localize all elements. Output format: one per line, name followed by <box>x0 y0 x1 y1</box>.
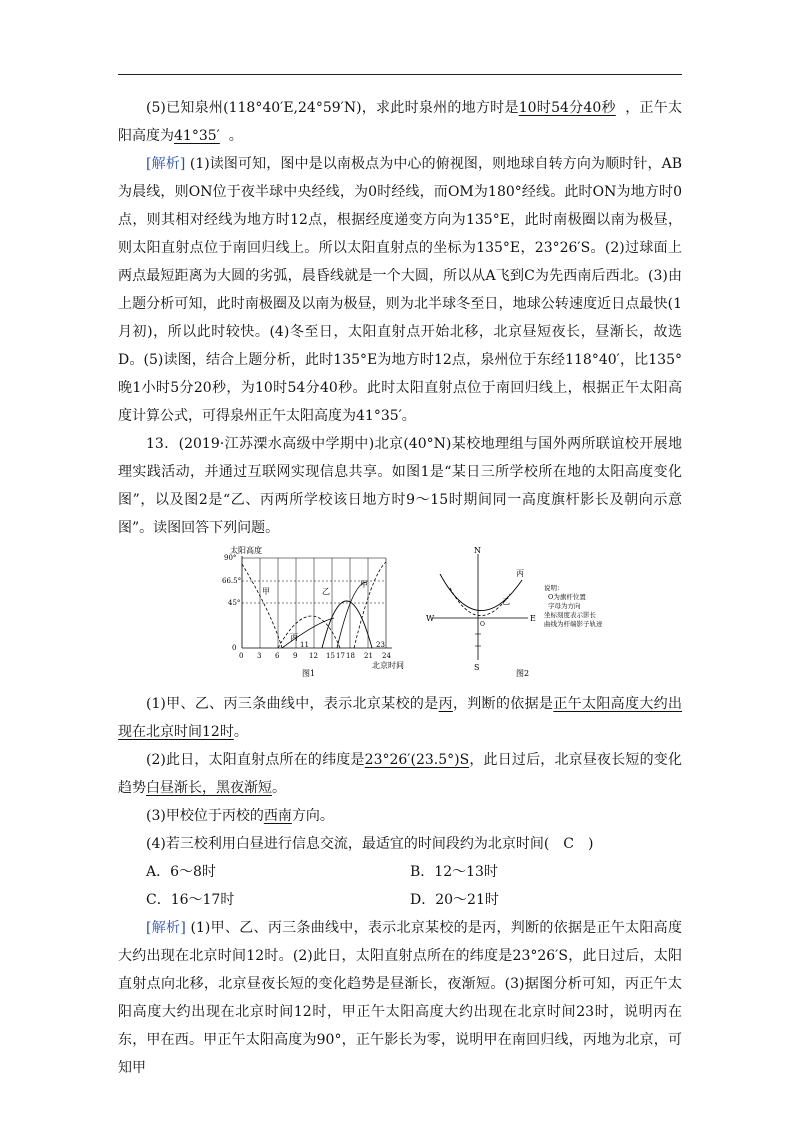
fig2-west: W <box>426 614 435 623</box>
fig1-label-11: 11 <box>300 641 309 649</box>
fig1-xtick-24: 24 <box>382 652 391 660</box>
fig1-xtick-15: 15 <box>326 652 335 660</box>
fig1-xtick-9: 9 <box>293 652 298 660</box>
q5-mid-text: ，正午太阳高度为 <box>118 100 682 144</box>
q5-text: (5)已知泉州(118°40′E,24°59′N)，求此时泉州的地方时是 <box>146 100 519 116</box>
q13-2-end: 。 <box>272 780 286 796</box>
q13-2-mid: ，此日过后，北京昼夜长短的变化趋势 <box>118 752 682 796</box>
question-13-3 <box>118 802 682 830</box>
figure-1 <box>222 544 442 684</box>
fig1-xtick-6: 6 <box>275 652 280 660</box>
analysis-1 <box>118 150 682 430</box>
fig1-ylabel: 太阳高度 <box>230 546 262 555</box>
fig2-legend-0: 说明： <box>544 584 564 592</box>
fig2-legend-2: 字母为方向 <box>548 602 581 610</box>
q13-1-mid: ，判断的依据是 <box>452 696 554 712</box>
fig2-label-bing: 丙 <box>516 569 524 578</box>
header-rule <box>118 74 682 75</box>
fig2-north: N <box>474 546 481 555</box>
fig2-curve-yi <box>450 588 510 616</box>
question-13-2 <box>118 746 682 802</box>
q13-2-text: (2)此日，太阳直射点所在的纬度是 <box>146 752 365 768</box>
q5-answer-altitude: 41°35′ <box>174 128 220 144</box>
q5-end: 。 <box>228 128 243 144</box>
q13-2-answer-1: 23°26′(23.5°)S <box>364 752 470 768</box>
analysis-2-text: (1)甲、乙、丙三条曲线中，表示北京某校的是丙，判断的依据是正午太阳高度大约出现在北京时间12时。(2)此日，太阳直射点所在的纬度是23°26′S，此日过后，太阳直射点向北移，北京昼夜长短的变化趋势是昼渐长，夜渐短。(3)据图分析可知，丙正午太阳高度大约出现在北京时间12时，甲正午太阳高度大约出现在北京时间23时，说明丙在东，甲在西。甲正午太阳高度为90°，正午影长为零，说明甲在南回归线，丙地为北京，可知甲 <box>118 920 682 1076</box>
curve-jia-left <box>242 564 282 648</box>
fig2-south: S <box>474 663 480 672</box>
fig1-label-23: 23 <box>376 641 385 649</box>
fig1-xtick-18: 18 <box>346 652 355 660</box>
q5-answer-time: 10时54分40秒 <box>518 100 616 116</box>
q13-2-answer-2: 白昼渐长，黑夜渐短 <box>146 780 272 796</box>
option-b: B．12～13时 <box>410 864 498 880</box>
fig1-ytick-90: 90° <box>224 554 237 562</box>
figure-2 <box>426 544 636 684</box>
fig1-label-jia2: 甲 <box>360 580 368 589</box>
question-13-4: (4)若三校利用白昼进行信息交流，最适宜的时间段约为北京时间( C ) <box>146 836 594 852</box>
fig2-caption: 图2 <box>516 669 530 678</box>
page-content <box>118 94 682 1082</box>
question-13: 13．(2019·江苏溧水高级中学期中)北京(40°N)某校地理组与国外两所联谊校开展地理实践活动，并通过互联网实现信息共享。如图1是“某日三所学校所在地的太阳高度变化图”，以及图2是“乙、丙两所学校该日地方时9～15时期间同一高度旗杆影长及朝向示意图”。读图回答下列问题。 <box>118 436 682 536</box>
q13-3-answer: 西南 <box>263 808 292 824</box>
fig1-xtick-17: 17 <box>336 652 345 660</box>
options-row-2 <box>146 886 682 914</box>
q13-1-text: (1)甲、乙、丙三条曲线中，表示北京某校的是 <box>146 696 439 712</box>
q13-1-answer-2: 正午太阳高度大约出现在北京时间12时 <box>118 696 683 740</box>
fig1-caption: 图1 <box>302 669 316 678</box>
option-d: D．20～21时 <box>410 892 499 908</box>
question-13-1 <box>118 690 682 746</box>
figure-area <box>118 544 682 684</box>
fig1-xtick-0: 0 <box>239 652 244 660</box>
fig1-label-bing: 丙 <box>290 633 298 642</box>
q13-1-end: 。 <box>233 724 248 740</box>
fig1-label-yi: 乙 <box>322 587 330 596</box>
analysis-2-tag: [解析] <box>146 920 186 936</box>
fig2-label-yi: 乙 <box>502 597 510 606</box>
option-c: C．16～17时 <box>146 892 235 908</box>
q13-1-answer-1: 丙 <box>438 696 453 712</box>
fig1-ytick-0: 0 <box>232 644 237 652</box>
fig2-origin: O <box>480 621 485 628</box>
fig1-xlabel: 北京时间 <box>372 661 404 670</box>
curve-jia-right <box>354 562 386 648</box>
fig1-ytick-45: 45° <box>228 599 241 607</box>
analysis-1-text: (1)读图可知，图中是以南极点为中心的俯视图，则地球自转方向为顺时针，AB为晨线，则ON位于夜半球中央经线，为0时经线，而OM为180°经线。此时ON为地方时0点，则其相对经线为地方时12点，根据经度递变方向为135°E，此时南极圈以南为极昼，则太阳直射点位于南回归线上。所以太阳直射点的坐标为135°E，23°26′S。(2)过球面上两点最短距离为大圆的劣弧，晨昏线就是一个大圆，所以从A飞到C为先西南后西北。(3)由上题分析可知，此时南极圈及以南为极昼，则为北半球冬至日，地球公转速度近日点最快(1月初)，所以此时较快。(4)冬至日，太阳直射点开始北移，北京昼短夜长，昼渐长，故选D。(5)读图，结合上题分析，此时135°E为地方时12点，泉州位于东经118°40′，比135°晚1小时5分20秒，为10时54分40秒。此时太阳直射点位于南回归线上，根据正午太阳高度计算公式，可得泉州正午太阳高度为41°35′。 <box>118 156 682 424</box>
analysis-tag: [解析] <box>146 156 186 172</box>
fig1-xtick-12: 12 <box>309 652 318 660</box>
fig1-label-jia1: 甲 <box>262 587 270 596</box>
fig2-legend-1: O为旗杆位置 <box>548 593 586 601</box>
analysis-2 <box>118 914 682 1082</box>
fig2-east: E <box>530 614 536 623</box>
question-5 <box>118 94 682 150</box>
option-a: A．6～8时 <box>146 864 216 880</box>
fig2-legend-3: 坐标刻度表示影长 <box>544 611 596 619</box>
curve-jia-solid <box>337 582 366 648</box>
options-row-1 <box>146 858 682 886</box>
q13-3-text: (3)甲校位于丙校的 <box>146 808 264 824</box>
fig2-legend-4: 曲线为杆端影子轨迹 <box>544 620 603 628</box>
fig1-ytick-66: 66.5° <box>222 577 242 585</box>
fig1-xtick-3: 3 <box>257 652 262 660</box>
q13-3-end: 方向。 <box>291 808 334 824</box>
fig1-xtick-21: 21 <box>364 652 373 660</box>
